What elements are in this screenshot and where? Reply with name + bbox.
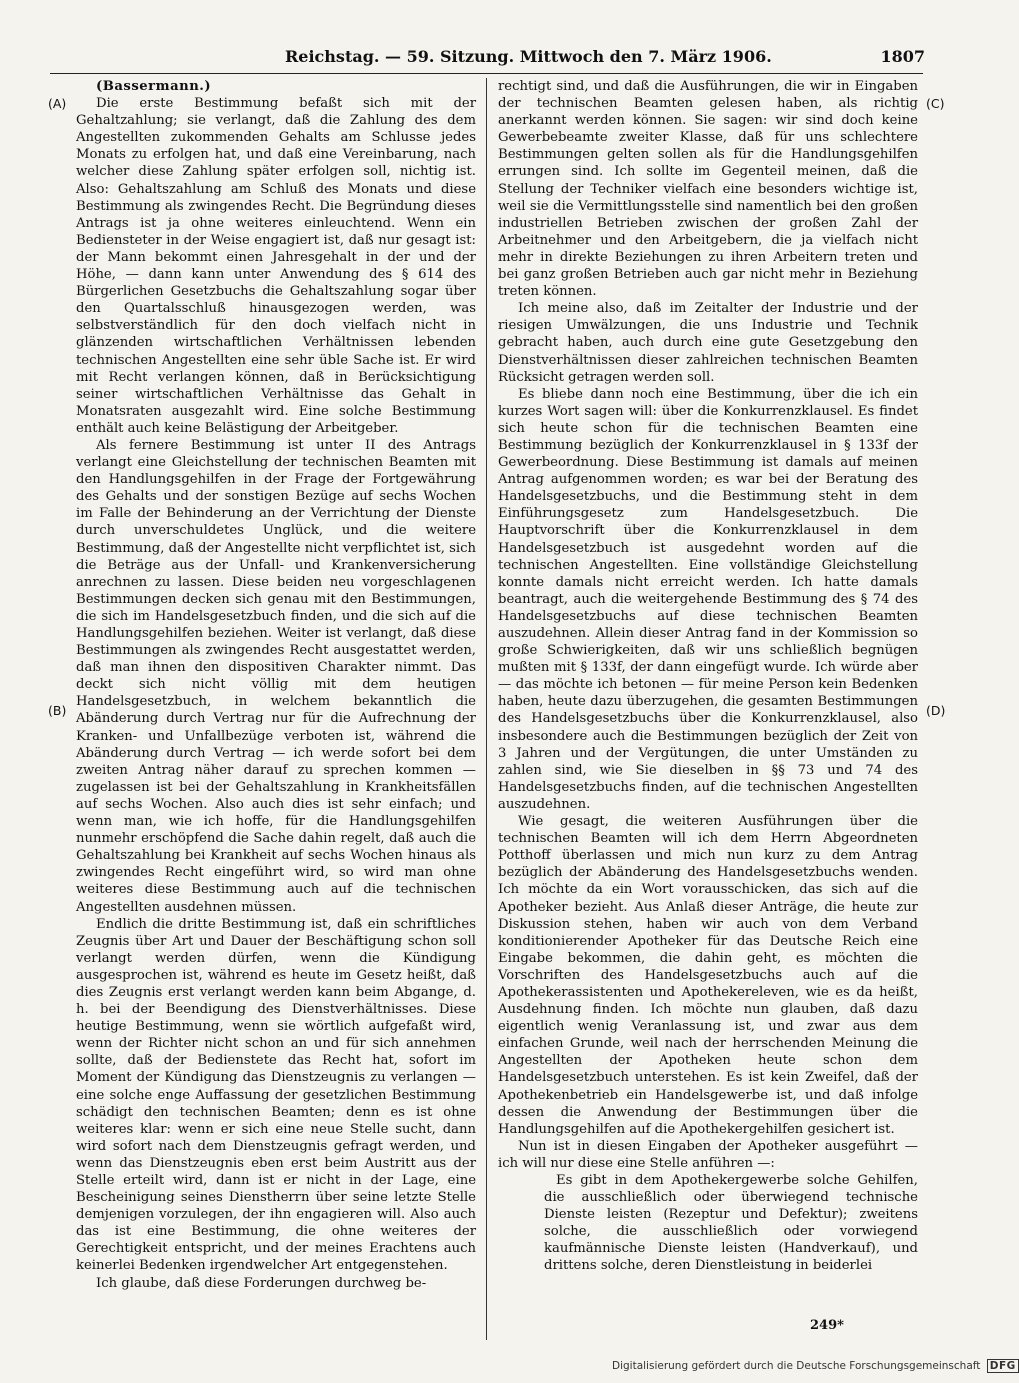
section-marker-d: (D): [926, 703, 946, 718]
speaker-name: (Bassermann.): [96, 79, 212, 94]
section-marker-a: (A): [48, 96, 67, 111]
paragraph: Wie gesagt, die weiteren Ausführungen über die technischen Beamten will ich dem Herrn Abgeordneten Potthoff überlassen und mich nun kurz zu dem Antrag bezüglich der Abänderung des Handelsgesetzbuchs wenden. Ich möchte da ein Wort vorausschicken, das sich auf die Apotheker bezieht. Aus Anlaß dieser Anträge, die heute zur Diskussion stehen, haben wir auch von dem Verband konditionierender Apotheker für das Deutsche Reich eine Eingabe bekommen, die dahin geht, es möchten die Vorschriften des Handelsgesetzbuchs auch auf die Apothekerassistenten und Apothekereleven, wie es da heißt, Ausdehnung finden. Ich möchte nun glauben, daß dazu eigentlich wenig Veranlassung ist, und zwar aus dem einfachen Grunde, weil nach der herrschenden Meinung die Angestellten der Apotheken heute schon dem Handelsgesetzbuch unterstehen. Es ist kein Zweifel, daß der Apothekenbetrieb ein Handelsgewerbe ist, und daß infolge dessen die Anwendung der Bestimmungen über die Handlungsgehilfen auf die Apothekergehilfen gesichert ist.: [498, 814, 918, 1137]
header-title: Reichstag. — 59. Sitzung. Mittwoch den 7. März 1906.: [285, 47, 772, 66]
paragraph: Es bliebe dann noch eine Bestimmung, über die ich ein kurzes Wort sagen will: über die Konkurrenzklausel. Es findet sich heute schon für die technischen Beamten eine Bestimmung bezüglich der Konkurrenzklausel in § 133f der Gewerbeordnung. Diese Bestimmung ist damals auf meinen Antrag aufgenommen worden; es war bei der Beratung des Handelsgesetzbuchs, und die Bestimmung steht in dem Einführungsgesetz zum Handelsgesetzbuch. Die Hauptvorschrift über die Konkurrenzklausel in dem Handelsgesetzbuch ist ausgedehnt worden auf die technischen Angestellten. Eine vollständige Gleichstellung konnte damals nicht erreicht werden. Ich hatte damals beantragt, auch die weitergehende Bestimmung des § 74 des Handelsgesetzbuchs auf diese technischen Beamten auszudehnen. Allein dieser Antrag fand in der Kommission so große Schwierigkeiten, daß wir uns schließlich begnügen mußten mit § 133f, der dann eingefügt wurde. Ich würde aber — das möchte ich betonen — für meine Person kein Bedenken haben, heute dazu überzugehen, die gesamten Bestimmungen des Handelsgesetzbuchs über die Konkurrenzklausel, also insbesondere auch die Bestimmungen bezüglich der Zeit von 3 Jahren und der Vergütungen, die unter Umständen zu zahlen sind, wie Sie dieselben in §§ 73 und 74 des Handelsgesetzbuchs finden, auf die technischen Angestellten auszudehnen.: [498, 386, 918, 812]
signature-mark: 249*: [810, 1318, 844, 1333]
paragraph: Als fernere Bestimmung ist unter II des Antrags verlangt eine Gleichstellung der technischen Beamten mit den Handlungsgehilfen in der Frage der Fortgewährung des Gehalts und der sonstigen Bezüge auf sechs Wochen im Falle der Behinderung an der Verrichtung der Dienste durch unverschuldetes Unglück, und die weitere Bestimmung, daß der Angestellte nicht verpflichtet ist, sich die Beträge aus der Unfall- und Krankenversicherung anrechnen zu lassen. Diese beiden neu vorgeschlagenen Bestimmungen decken sich genau mit den Bestimmungen, die sich im Handelsgesetzbuch finden, und die sich auf die Handlungsgehilfen beziehen. Weiter ist verlangt, daß diese Bestimmungen als zwingendes Recht ausgestattet werden, daß man ihnen den dispositiven Charakter nimmt. Das deckt sich nicht völlig mit dem heutigen Handelsgesetzbuch, in welchem bekanntlich die Abänderung durch Vertrag nur für die Aufrechnung der Kranken- und Unfallbezüge verboten ist, während die Abänderung durch Vertrag — ich werde sofort bei dem zweiten Antrag näher darauf zu sprechen kommen — zugelassen ist bei der Gehaltszahlung in Krankheitsfällen auf sechs Wochen. Also auch dies ist sehr einfach; und wenn man, wie ich hoffe, für die Handlungsgehilfen nunmehr erschöpfend die Sache dahin regelt, daß auch die Gehaltszahlung bei Krankheit auf sechs Wochen hinaus als zwingendes Recht eingeführt wird, so wird man ohne weiteres diese Bestimmung auch auf die technischen Angestellten ausdehnen müssen.: [76, 437, 476, 915]
left-column: [76, 78, 476, 1340]
running-header: [285, 47, 925, 73]
digitization-credit: [612, 1360, 1019, 1372]
header-rule: [50, 73, 923, 74]
section-marker-c: (C): [926, 96, 945, 111]
paragraph: Ich glaube, daß diese Forderungen durchweg be-: [96, 1275, 427, 1291]
paragraph: rechtigt sind, und daß die Ausführungen, die wir in Eingaben der technischen Beamten gelesen haben, als richtig anerkannt werden können. Sie sagen: wir sind doch keine Gewerbebeamte zweiter Klasse, daß für uns schlechtere Bestimmungen gelten sollen als für die Handlungsgehilfen errungen sind. Ich sollte im Gegenteil meinen, daß die Stellung der Techniker vielfach eine besonders wichtige ist, weil sie die Vermittlungsstelle sind namentlich bei den großen industriellen Betrieben zwischen der großen Zahl der Arbeitnehmer und den Arbeitgebern, die ja vielfach nicht mehr in direkte Beziehungen zu ihren Arbeitern treten und bei ganz großen Betrieben auch gar nicht mehr in Beziehung treten können.: [498, 79, 918, 300]
credit-text: Digitalisierung gefördert durch die Deutsche Forschungsgemeinschaft: [612, 1360, 981, 1372]
page-number: 1807: [880, 47, 925, 66]
paragraph: Endlich die dritte Bestimmung ist, daß ein schriftliches Zeugnis über Art und Dauer der Beschäftigung schon soll verlangt werden dürfen, wenn die Kündigung ausgesprochen ist, während es heute im Gesetz heißt, daß dies Zeugnis erst verlangt werden kann beim Abgange, d. h. bei der Beendigung des Dienstverhältnisses. Diese heutige Bestimmung, wenn sie wörtlich aufgefaßt wird, wenn der Richter nicht schon an und für sich annehmen sollte, daß der Bedienstete das Recht hat, sofort im Moment der Kündigung das Dienstzeugnis zu verlangen — eine solche enge Auffassung der gesetzlichen Bestimmung schädigt den technischen Beamten; denn es ist ohne weiteres klar: wenn er sich eine neue Stelle sucht, dann wird sofort nach dem Dienstzeugnis gefragt werden, und wenn das Dienstzeugnis eben erst beim Austritt aus der Stelle erteilt wird, dann ist er nicht in der Lage, eine Bescheinigung seines Dienstherrn über seine letzte Stelle demjenigen vorzulegen, der ihn engagieren will. Also auch das ist eine Bestimmung, die ohne weiteres der Gerechtigkeit entspricht, und der meines Erachtens auch keinerlei Bedenken irgendwelcher Art entgegenstehen.: [76, 916, 476, 1274]
paragraph: Nun ist in diesen Eingaben der Apotheker ausgeführt — ich will nur diese eine Stelle anführen —:: [498, 1138, 918, 1171]
right-column: [498, 78, 918, 1340]
dfg-logo: DFG: [987, 1359, 1019, 1373]
paragraph: Ich meine also, daß im Zeitalter der Industrie und der riesigen Umwälzungen, die uns Industrie und Technik gebracht haben, auch durch eine gute Gesetzgebung den Dienstverhältnissen dieser zahlreichen technischen Beamten Rücksicht getragen werden soll.: [498, 301, 918, 385]
paragraph: Die erste Bestimmung befaßt sich mit der Gehaltzahlung; sie verlangt, daß die Zahlung des dem Angestellten zukommenden Gehalts am Schlusse jedes Monats zu erfolgen hat, und daß eine Vereinbarung, nach welcher diese Zahlung später erfolgen soll, nichtig ist. Also: Gehaltszahlung am Schluß des Monats und diese Bestimmung als zwingendes Recht. Die Begründung dieses Antrags ist ja ohne weiteres einleuchtend. Wenn ein Bediensteter in der Weise engagiert ist, daß nur gesagt ist: der Mann bekommt einen Jahresgehalt in der und der Höhe, — dann kann unter Anwendung des § 614 des Bürgerlichen Gesetzbuchs die Gehaltszahlung sogar über den Quartalsschluß hinausgezogen werden, was selbstverständlich für den doch vielfach nicht in glänzenden wirtschaftlichen Verhältnissen lebenden technischen Angestellten eine sehr üble Sache ist. Er wird mit Recht verlangen können, daß in Berücksichtigung seiner wirtschaftlichen Verhältnisse das Gehalt in Monatsraten ausgezahlt wird. Eine solche Bestimmung enthält auch keine Belästigung der Arbeitgeber.: [76, 96, 476, 436]
quotation: Es gibt in dem Apothekergewerbe solche Gehilfen, die ausschließlich oder überwiegend technische Dienste leisten (Rezeptur und Defektur); zweitens solche, die ausschließlich oder vorwiegend kaufmännische Dienste leisten (Handverkauf), und drittens solche, deren Dienstleistung in beiderlei: [544, 1173, 918, 1274]
section-marker-b: (B): [48, 703, 67, 718]
column-divider: [486, 78, 487, 1340]
